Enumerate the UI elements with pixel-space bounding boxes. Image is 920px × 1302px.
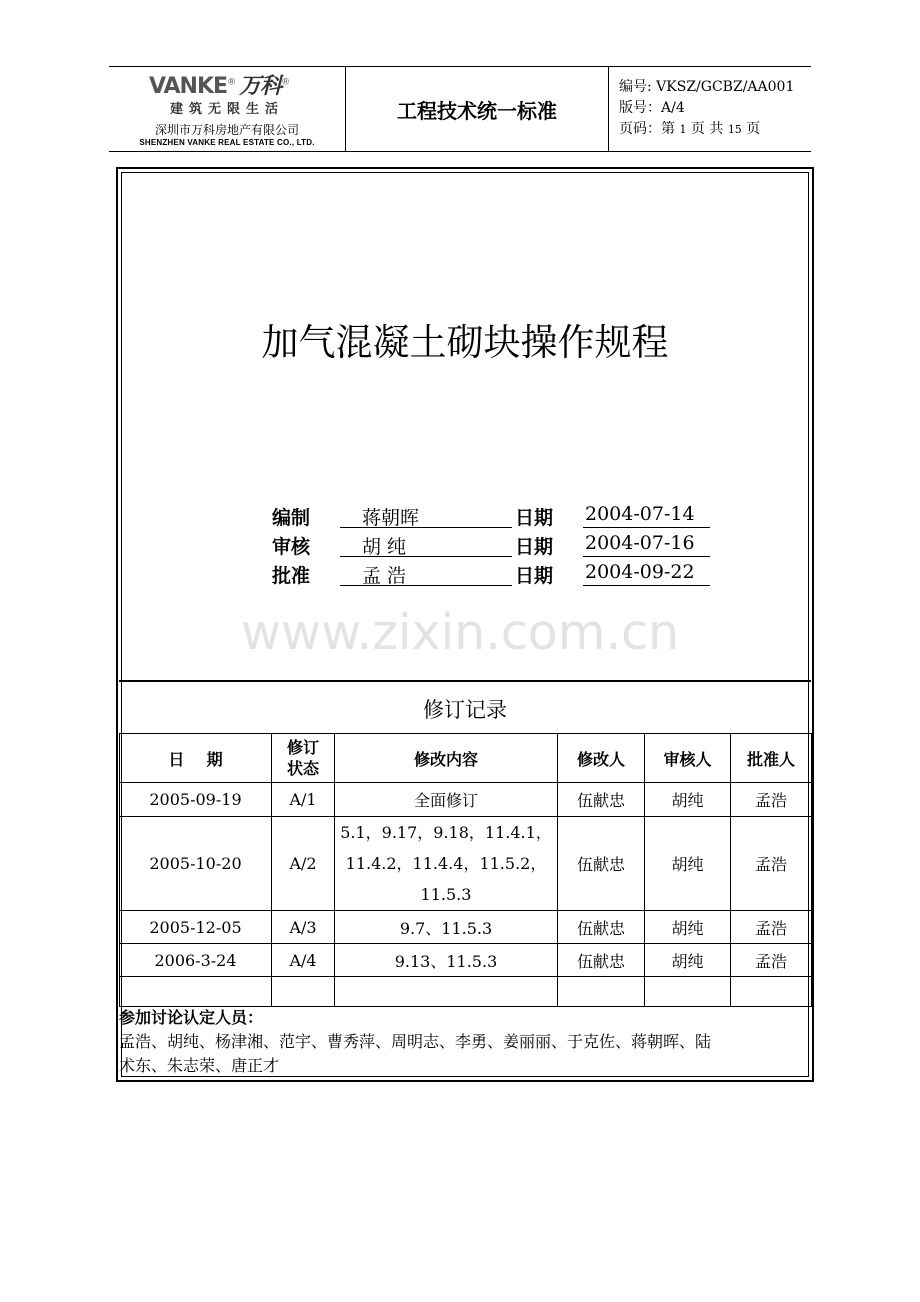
cell-empty [558,977,645,1007]
signoff-role: 编制 [272,507,311,529]
revision-table [119,733,812,1007]
company-name-cn: 深圳市万科房地产有限公司 [154,123,299,137]
cell-empty [272,977,335,1007]
cell-content: 9.13、11.5.3 [335,944,558,977]
document-category: 工程技术统一标准 [397,99,557,123]
col-header-modifier: 修改人 [558,734,645,783]
signoff-date-underline [583,556,710,557]
signoff-role: 批准 [272,565,311,587]
signoff-name: 孟 浩 [362,565,407,587]
cell-empty [120,977,272,1007]
vanke-logo-mark: VANKE® 万科® [149,74,290,99]
document-title: 加气混凝土砌块操作规程 [261,321,669,364]
content-line: 11.4.2，11.4.4，11.5.2， [345,854,547,873]
company-name-en: SHENZHEN VANKE REAL ESTATE CO., LTD. [139,138,315,147]
logo-brand-cn: 万科 [239,74,282,99]
cell-status: A/4 [272,944,335,977]
table-row [120,911,812,944]
signoff-date-underline [583,585,710,586]
page-suffix: 页 [746,121,761,137]
page-total: 15 [727,123,742,136]
content-line: 11.5.3 [420,885,472,904]
participants-label: 参加讨论认定人员： [119,1008,264,1027]
header-divider [608,67,609,151]
signoff-date-label: 日期 [515,507,554,529]
logo-slogan: 建筑无限生活 [169,102,284,117]
signoff-role: 审核 [272,536,311,558]
cell-modifier: 伍献忠 [558,911,645,944]
cell-modifier: 伍献忠 [558,944,645,977]
col-header-date: 日 期 [120,734,272,783]
document-meta [619,77,794,140]
cell-reviewer: 胡纯 [645,911,731,944]
table-header-row [120,734,812,783]
col-header-content: 修改内容 [335,734,558,783]
logo-brand: VANKE [149,74,228,99]
signoff-date: 2004-07-16 [585,532,695,554]
table-row [120,817,812,911]
signoff-date: 2004-07-14 [585,503,695,525]
status-header-text: 修订状态 [286,738,319,778]
cell-content: 全面修订 [335,783,558,817]
page-label: 页码： [619,121,661,137]
cell-date: 2006-3-24 [120,944,272,977]
cell-reviewer: 胡纯 [645,944,731,977]
cell-date: 2005-12-05 [120,911,272,944]
cell-date: 2005-10-20 [120,817,272,911]
participants-section [119,1006,811,1078]
page-prefix: 第 [661,121,675,137]
cell-reviewer: 胡纯 [645,817,731,911]
document-header [109,66,811,152]
cell-reviewer: 胡纯 [645,783,731,817]
doc-page [619,119,794,140]
version-label: 版号： [619,100,661,116]
participants-list-line: 孟浩、胡纯、杨津湘、范宇、曹秀萍、周明志、李勇、姜丽丽、于克佐、蒋朝晖、陆 [119,1032,712,1051]
watermark: www.zixin.com.cn [240,604,680,661]
revision-title: 修订记录 [423,698,507,722]
table-row-empty [120,977,812,1007]
cell-modifier: 伍献忠 [558,817,645,911]
col-header-status [272,734,335,783]
signoff-name: 蒋朝晖 [362,507,420,529]
signoff-date-underline [583,527,710,528]
company-logo [109,67,345,151]
page-current: 1 [679,123,687,136]
doc-version [619,98,794,119]
code-value: VKSZ/GCBZ/AA001 [656,79,795,95]
cell-status: A/1 [272,783,335,817]
table-row [120,783,812,817]
signoff-name-underline [340,556,512,557]
cell-content: 9.7、11.5.3 [335,911,558,944]
signoff-date-label: 日期 [515,536,554,558]
content-line: 5.1，9.17，9.18，11.4.1， [340,823,552,842]
cell-empty [645,977,731,1007]
cell-empty [335,977,558,1007]
page-mid: 页 共 [690,121,724,137]
signoff-name: 胡 纯 [362,536,407,558]
cell-empty [731,977,812,1007]
table-row [120,944,812,977]
cell-modifier: 伍献忠 [558,783,645,817]
cell-approver: 孟浩 [731,944,812,977]
cell-status: A/3 [272,911,335,944]
cell-approver: 孟浩 [731,911,812,944]
code-label: 编号: [619,79,652,95]
cell-approver: 孟浩 [731,783,812,817]
revision-divider [119,680,811,682]
col-header-reviewer: 审核人 [645,734,731,783]
version-value: A/4 [661,100,685,116]
signoff-name-underline [340,527,512,528]
cell-date: 2005-09-19 [120,783,272,817]
col-header-approver: 批准人 [731,734,812,783]
cell-approver: 孟浩 [731,817,812,911]
cell-status: A/2 [272,817,335,911]
signoff-date-label: 日期 [515,565,554,587]
participants-list-line: 术东、朱志荣、唐正才 [119,1056,280,1075]
doc-code [619,77,794,98]
cell-content [335,817,558,911]
signoff-name-underline [340,585,512,586]
signoff-date: 2004-09-22 [585,561,695,583]
